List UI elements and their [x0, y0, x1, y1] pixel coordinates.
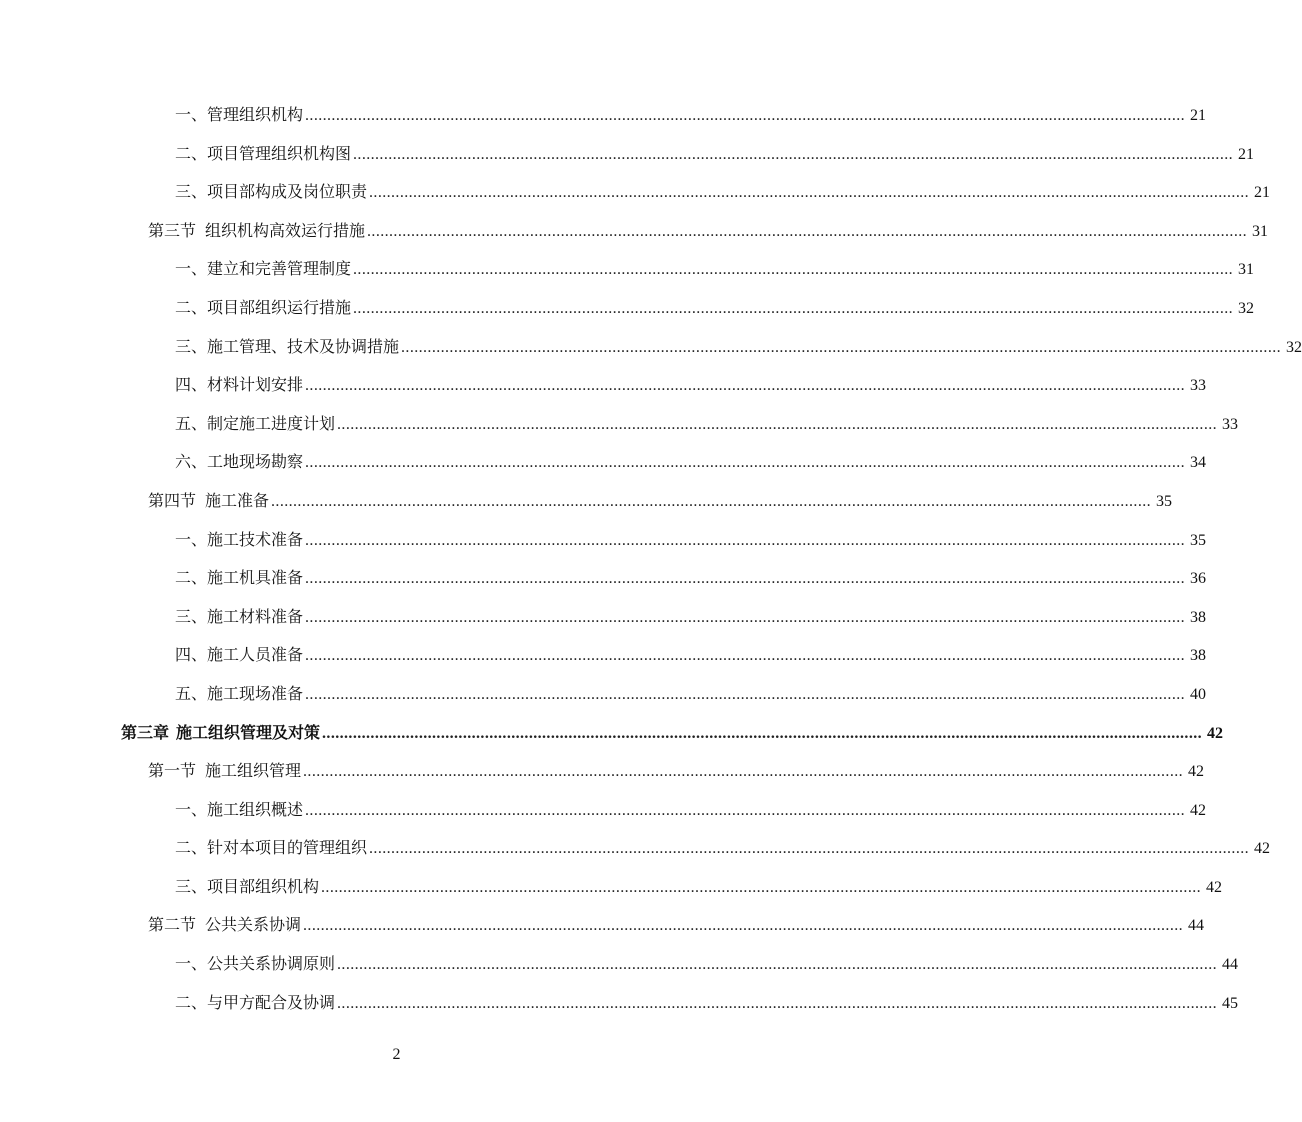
toc-entry-title: 组织机构高效运行措施 [205, 220, 366, 240]
toc-entry-number: 二、 [175, 992, 208, 1012]
toc-dot-leader: ........................................................................................................................................................................................................ [305, 454, 1186, 472]
toc-entry-title: 公共关系协调 [205, 915, 302, 935]
toc-dot-leader: ........................................................................................................................................................................................................ [305, 685, 1186, 703]
toc-entry-title: 工地现场勘察 [207, 452, 304, 472]
toc-entry-number: 五、 [175, 413, 208, 433]
toc-entry-title: 施工准备 [205, 490, 270, 510]
toc-entry-title: 管理组织机构 [207, 105, 304, 124]
toc-entry-item[interactable] [0, 829, 1271, 868]
toc-entry-title: 施工组织管理及对策 [176, 722, 321, 742]
toc-entry-page: 42 [1206, 878, 1223, 896]
toc-entry-title: 与甲方配合及协调 [207, 992, 336, 1012]
toc-entry-item[interactable] [0, 636, 1207, 675]
toc-entry-page: 32 [1238, 299, 1255, 317]
toc-entry-item[interactable] [0, 598, 1207, 637]
toc-dot-leader: ........................................................................................................................................................................................................ [337, 415, 1218, 433]
toc-entry-number: 第三节 [148, 220, 197, 240]
toc-dot-leader: ........................................................................................................................................................................................................ [322, 724, 1203, 742]
toc-dot-leader: ........................................................................................................................................................................................................ [305, 608, 1186, 626]
toc-entry-title: 施工人员准备 [207, 645, 304, 665]
toc-entry-item[interactable] [0, 984, 1239, 1023]
toc-dot-leader: ........................................................................................................................................................................................................ [337, 994, 1218, 1012]
toc-dot-leader: ........................................................................................................................................................................................................ [303, 917, 1184, 935]
toc-entry-item[interactable] [0, 559, 1207, 598]
toc-entry-page: 36 [1190, 570, 1207, 588]
toc-dot-leader: ........................................................................................................................................................................................................ [369, 840, 1250, 858]
toc-dot-leader: ........................................................................................................................................................................................................ [305, 801, 1186, 819]
toc-entry-number: 一、 [175, 105, 208, 124]
toc-entry-number: 五、 [175, 683, 208, 703]
toc-dot-leader: ........................................................................................................................................................................................................ [321, 878, 1202, 896]
toc-entry-item[interactable] [0, 135, 1255, 174]
toc-entry-number: 第一节 [148, 761, 197, 781]
toc-entry-section[interactable] [0, 212, 1269, 251]
toc-entry-title: 施工技术准备 [207, 529, 304, 549]
toc-entry-page: 21 [1254, 184, 1271, 202]
toc-dot-leader: ........................................................................................................................................................................................................ [305, 531, 1186, 549]
toc-entry-title: 项目管理组织机构图 [207, 143, 352, 163]
toc-entry-page: 42 [1254, 840, 1271, 858]
toc-dot-leader: ........................................................................................................................................................................................................ [353, 261, 1234, 279]
toc-entry-number: 一、 [175, 529, 208, 549]
toc-entry-item[interactable] [0, 405, 1239, 444]
toc-entry-number: 第四节 [148, 490, 197, 510]
toc-dot-leader: ........................................................................................................................................................................................................ [305, 377, 1186, 395]
toc-entry-page: 34 [1190, 454, 1207, 472]
toc-entry-title: 施工组织概述 [207, 799, 304, 819]
toc-dot-leader: ........................................................................................................................................................................................................ [305, 647, 1186, 665]
toc-entry-number: 一、 [175, 799, 208, 819]
toc-entry-page: 40 [1190, 685, 1207, 703]
toc-entry-page: 32 [1286, 338, 1302, 356]
toc-entry-item[interactable] [0, 945, 1239, 984]
toc-entry-page: 38 [1190, 608, 1207, 626]
toc-entry-number: 六、 [175, 452, 208, 472]
toc-entry-section[interactable] [0, 752, 1205, 791]
toc-entry-page: 45 [1222, 994, 1239, 1012]
toc-entry-title: 公共关系协调原则 [207, 954, 336, 974]
toc-entry-title: 施工管理、技术及协调措施 [207, 336, 400, 356]
toc-entry-title: 项目部组织机构 [207, 876, 320, 896]
toc-entry-page: 33 [1190, 377, 1207, 395]
toc-entry-title: 针对本项目的管理组织 [207, 838, 368, 858]
toc-entry-item[interactable] [0, 366, 1207, 405]
toc-entry-item[interactable] [0, 173, 1271, 212]
toc-entry-number: 第三章 [121, 722, 170, 742]
toc-entry-item[interactable] [0, 250, 1255, 289]
toc-entry-chapter[interactable] [0, 714, 1224, 753]
page-number: 2 [392, 1046, 401, 1063]
toc-entry-page: 35 [1190, 531, 1207, 549]
toc-entry-title: 项目部组织运行措施 [207, 297, 352, 317]
toc-entry-page: 31 [1252, 222, 1269, 240]
toc-dot-leader: ........................................................................................................................................................................................................ [305, 570, 1186, 588]
toc-dot-leader: ........................................................................................................................................................................................................ [303, 763, 1184, 781]
toc-entry-item[interactable] [0, 443, 1207, 482]
toc-entry-number: 三、 [175, 876, 208, 896]
toc-entry-page: 44 [1222, 956, 1239, 974]
toc-entry-page: 33 [1222, 415, 1239, 433]
toc-entry-page: 44 [1188, 917, 1205, 935]
toc-entry-section[interactable] [0, 906, 1205, 945]
toc-entry-item[interactable] [0, 791, 1207, 830]
toc-entry-number: 二、 [175, 568, 208, 588]
toc-entry-title: 制定施工进度计划 [207, 413, 336, 433]
toc-entry-number: 三、 [175, 606, 208, 626]
toc-entry-section[interactable] [0, 482, 1173, 521]
toc-entry-number: 四、 [175, 375, 208, 395]
toc-entry-number: 一、 [175, 259, 208, 279]
toc-entry-item[interactable] [0, 521, 1207, 560]
table-of-contents [0, 96, 1302, 1022]
toc-entry-number: 一、 [175, 954, 208, 974]
toc-entry-item[interactable] [0, 868, 1223, 907]
toc-entry-page: 38 [1190, 647, 1207, 665]
toc-entry-page: 42 [1207, 724, 1224, 742]
toc-dot-leader: ........................................................................................................................................................................................................ [401, 338, 1282, 356]
toc-dot-leader: ........................................................................................................................................................................................................ [369, 184, 1250, 202]
toc-entry-page: 42 [1188, 763, 1205, 781]
toc-entry-number: 二、 [175, 838, 208, 858]
toc-dot-leader: ........................................................................................................................................................................................................ [353, 145, 1234, 163]
toc-entry-title: 项目部构成及岗位职责 [207, 182, 368, 202]
toc-entry-number: 二、 [175, 143, 208, 163]
toc-entry-item[interactable] [0, 96, 1207, 135]
toc-entry-number: 三、 [175, 336, 208, 356]
toc-entry-page: 35 [1156, 492, 1173, 510]
toc-entry-title: 施工机具准备 [207, 568, 304, 588]
toc-entry-page: 21 [1190, 107, 1207, 124]
toc-entry-number: 四、 [175, 645, 208, 665]
toc-entry-title: 材料计划安排 [207, 375, 304, 395]
toc-entry-item[interactable] [0, 289, 1255, 328]
toc-dot-leader: ........................................................................................................................................................................................................ [353, 299, 1234, 317]
toc-dot-leader: ........................................................................................................................................................................................................ [305, 107, 1186, 124]
toc-entry-title: 建立和完善管理制度 [207, 259, 352, 279]
toc-entry-number: 二、 [175, 297, 208, 317]
toc-entry-title: 施工组织管理 [205, 761, 302, 781]
toc-entry-number: 三、 [175, 182, 208, 202]
toc-entry-item[interactable] [0, 328, 1302, 367]
toc-dot-leader: ........................................................................................................................................................................................................ [337, 956, 1218, 974]
toc-entry-number: 第二节 [148, 915, 197, 935]
toc-dot-leader: ........................................................................................................................................................................................................ [367, 222, 1248, 240]
toc-dot-leader: ........................................................................................................................................................................................................ [271, 492, 1152, 510]
toc-entry-page: 31 [1238, 261, 1255, 279]
toc-entry-page: 21 [1238, 145, 1255, 163]
toc-entry-title: 施工材料准备 [207, 606, 304, 626]
toc-entry-item[interactable] [0, 675, 1207, 714]
toc-entry-title: 施工现场准备 [207, 683, 304, 703]
toc-entry-page: 42 [1190, 801, 1207, 819]
